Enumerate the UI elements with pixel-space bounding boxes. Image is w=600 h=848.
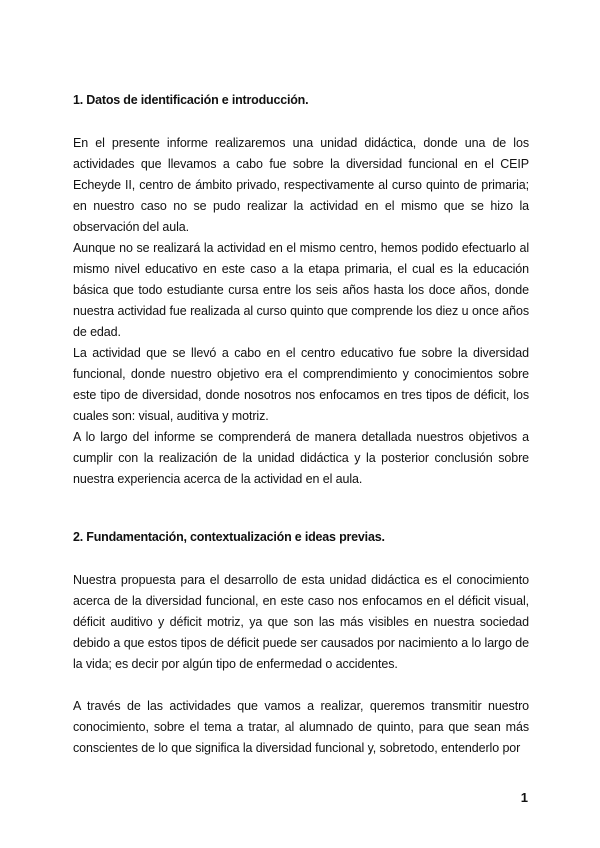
paragraph: En el presente informe realizaremos una unidad didáctica, donde una de los actividades que llevamos a cabo fue sobre la diversidad funcional en el CEIP Echeyde II, centro de ámbito privado, respectivamente al curso quinto de primaria; en nuestro caso no se pudo realizar la actividad en el mismo que se hizo la observación del aula.	[73, 136, 529, 234]
section-1-body	[73, 133, 529, 490]
paragraph: Nuestra propuesta para el desarrollo de esta unidad didáctica es el conocimiento acerca de la diversidad funcional, en este caso nos enfocamos en el déficit visual, déficit auditivo y déficit motriz, ya que son las más visibles en nuestra sociedad debido a que estos tipos de déficit puede ser causados por nacimiento a lo largo de la vida; es decir por algún tipo de enfermedad o accidentes.	[73, 573, 529, 671]
page-number: 1	[520, 790, 528, 805]
section-1-heading: 1. Datos de identificación e introducción.	[73, 93, 309, 107]
paragraph: A lo largo del informe se comprenderá de manera detallada nuestros objetivos a cumplir con la realización de la unidad didáctica y la posterior conclusión sobre nuestra experiencia acerca de la actividad en el aula.	[73, 430, 529, 486]
section-2-heading: 2. Fundamentación, contextualización e ideas previas.	[73, 530, 385, 544]
paragraph: A través de las actividades que vamos a realizar, queremos transmitir nuestro conocimiento, sobre el tema a tratar, al alumnado de quinto, para que sean más conscientes de lo que significa la diversidad funcional y, sobretodo, entenderlo por	[73, 699, 529, 755]
paragraph: Aunque no se realizará la actividad en el mismo centro, hemos podido efectuarlo al mismo nivel educativo en este caso a la etapa primaria, el cual es la educación básica que todo estudiante cursa entre los seis años hasta los doce años, donde nuestra actividad fue realizada al curso quinto que comprende los diez u once años de edad.	[73, 241, 529, 339]
paragraph: La actividad que se llevó a cabo en el centro educativo fue sobre la diversidad funcional, donde nuestro objetivo era el comprendimiento y conocimientos sobre este tipo de diversidad, donde nosotros nos enfocamos en tres tipos de déficit, los cuales son: visual, auditiva y motriz.	[73, 346, 529, 423]
section-2-body	[73, 570, 529, 759]
